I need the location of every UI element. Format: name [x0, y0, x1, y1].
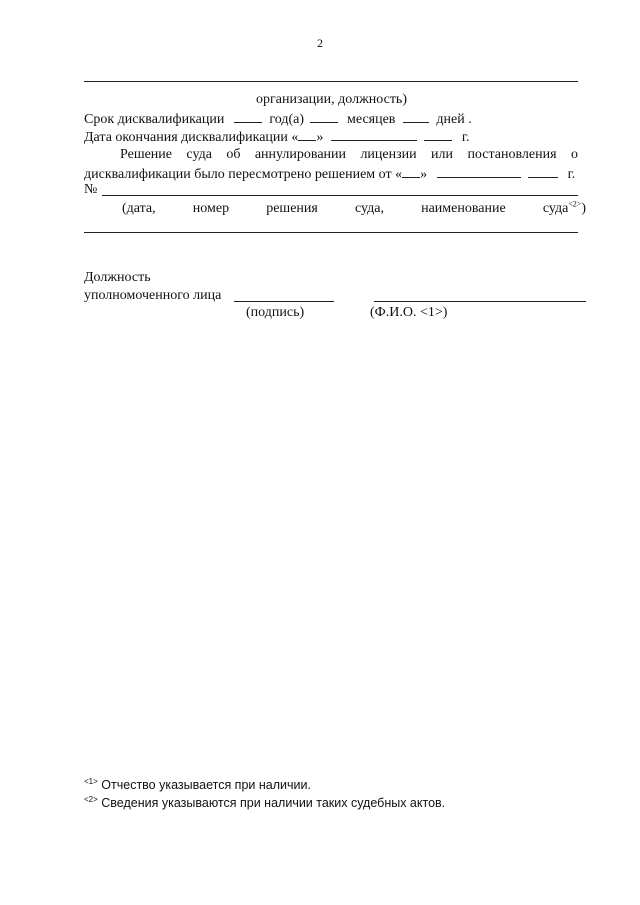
decision-number-line[interactable]: [102, 195, 578, 196]
end-date-close: »: [316, 130, 324, 145]
end-day-blank[interactable]: [298, 128, 316, 141]
disq-term-label: Срок дисквалификации: [84, 112, 225, 127]
caption-word: (дата,: [122, 201, 156, 216]
end-date-label: Дата окончания дисквалификации «: [84, 130, 299, 145]
caption-close: ): [581, 201, 586, 216]
number-sign: №: [84, 182, 98, 197]
end-month-blank[interactable]: [331, 128, 417, 141]
footnote-mark-2: <2>: [84, 794, 98, 804]
caption-word: решения: [266, 201, 318, 216]
court-review-label: дисквалификации было пересмотрено решением от «: [84, 167, 403, 182]
months-label: месяцев: [347, 112, 396, 127]
disq-end-date-row: [84, 128, 470, 146]
signature-line[interactable]: [234, 301, 334, 302]
court-decision-line-2: [84, 165, 575, 183]
signature-caption: (подпись): [246, 305, 305, 320]
disq-term-row: [84, 110, 472, 128]
name-line[interactable]: [374, 301, 586, 302]
days-label: дней .: [436, 112, 472, 127]
court-word: или: [431, 147, 454, 162]
caption-word: номер: [192, 201, 230, 216]
years-blank[interactable]: [234, 110, 262, 123]
caption-last: [543, 201, 586, 217]
position-label-1: Должность: [84, 270, 151, 285]
caption-word: суда: [542, 201, 569, 216]
footnote-text-2: Сведения указываются при наличии таких судебных актов.: [101, 796, 446, 810]
org-position-caption: организации, должность): [256, 92, 407, 107]
footnote-ref-2: <2>: [568, 199, 582, 209]
review-day-blank[interactable]: [402, 165, 420, 178]
name-caption: (Ф.И.О. <1>): [370, 305, 448, 320]
end-year-suffix: г.: [461, 130, 470, 145]
court-caption: [122, 201, 586, 217]
years-label: год(а): [269, 112, 305, 127]
court-decision-line-1: [120, 147, 578, 163]
position-label-2: уполномоченного лица: [84, 288, 222, 303]
footnote-1: [84, 778, 311, 792]
court-word: об: [226, 147, 241, 162]
review-year-blank[interactable]: [528, 165, 558, 178]
page-number: 2: [317, 36, 323, 50]
review-month-blank[interactable]: [437, 165, 521, 178]
days-blank[interactable]: [403, 110, 429, 123]
org-position-line: [84, 81, 578, 82]
footnote-text-1: Отчество указывается при наличии.: [101, 778, 311, 792]
court-word: постановления: [467, 147, 557, 162]
court-word: аннулировании: [254, 147, 347, 162]
caption-word: суда,: [354, 201, 384, 216]
court-word: лицензии: [360, 147, 417, 162]
end-year-blank[interactable]: [424, 128, 452, 141]
footnote-2: [84, 796, 445, 810]
court-word: суда: [186, 147, 212, 162]
court-word: о: [570, 147, 578, 162]
footnote-mark-1: <1>: [84, 776, 98, 786]
court-word: Решение: [120, 147, 173, 162]
caption-word: наименование: [421, 201, 506, 216]
review-date-close: »: [420, 167, 428, 182]
months-blank[interactable]: [310, 110, 338, 123]
court-details-line[interactable]: [84, 232, 578, 233]
review-year-suffix: г.: [567, 167, 576, 182]
